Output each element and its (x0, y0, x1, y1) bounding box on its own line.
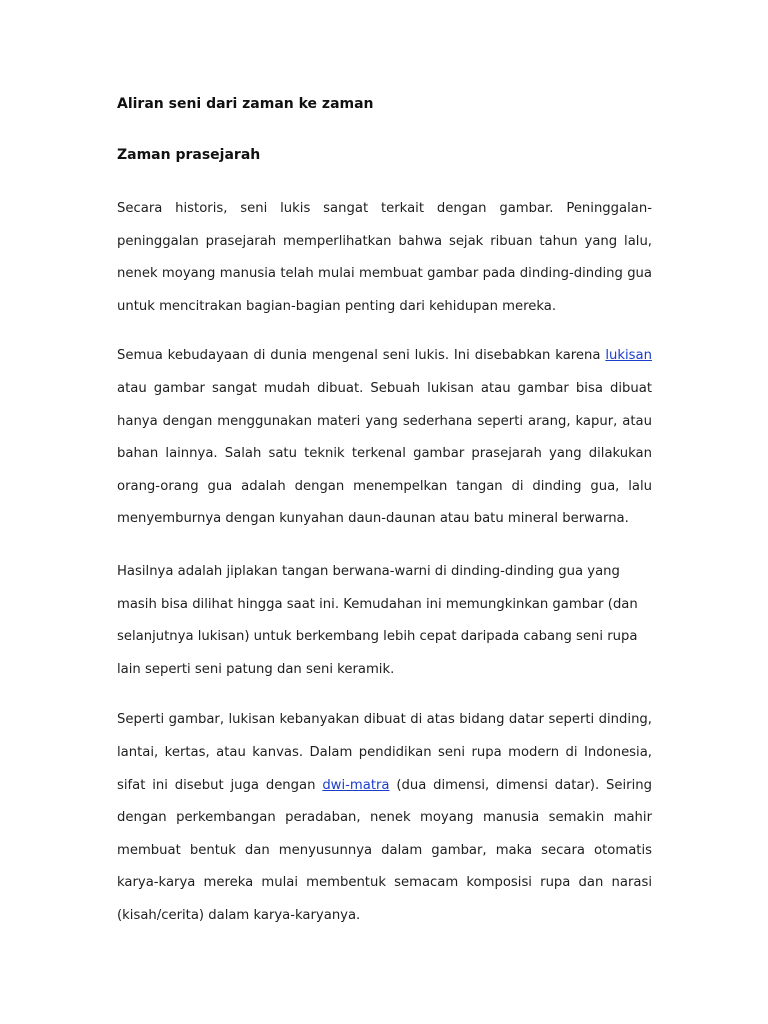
paragraph-2-text-after: atau gambar sangat mudah dibuat. Sebuah lukisan atau gambar bisa dibuat hanya dengan menggunakan materi yang sederhana seperti arang, kapur, atau bahan lainnya. Salah satu teknik terkenal gambar prasejarah yang dilakukan orang-orang gua adalah dengan menempelkan tangan di dinding gua, lalu menyemburnya dengan kunyahan daun-daunan atau batu mineral berwarna. (117, 380, 652, 527)
paragraph-1: Secara historis, seni lukis sangat terkait dengan gambar. Peninggalan-peninggalan prasejarah memperlihatkan bahwa sejak ribuan tahun yang lalu, nenek moyang manusia telah mulai membuat gambar pada dinding-dinding gua untuk mencitrakan bagian-bagian penting dari kehidupan mereka. (117, 201, 652, 314)
section-heading: Zaman prasejarah (117, 147, 261, 163)
link-lukisan[interactable]: lukisan (605, 348, 652, 364)
paragraph-4 (117, 704, 652, 932)
paragraph-2-text-before: Semua kebudayaan di dunia mengenal seni lukis. Ini disebabkan karena (117, 348, 606, 364)
link-dwi-matra[interactable]: dwi-matra (322, 777, 390, 793)
paragraph-4-text-before: Seperti gambar, lukisan kebanyakan dibuat di atas bidang datar seperti dinding, lantai, kertas, atau kanvas. Dalam pendidikan seni rupa modern di Indonesia, sifat ini disebut juga dengan (117, 712, 652, 793)
paragraph-4-text-after: (dua dimensi, dimensi datar). Seiring dengan perkembangan peradaban, nenek moyang manusia semakin mahir membuat bentuk dan menyusunnya dalam gambar, maka secara otomatis karya-karya mereka mulai membentuk semacam komposisi rupa dan narasi (kisah/cerita) dalam karya-karyanya. (117, 777, 652, 923)
paragraph-2 (117, 340, 652, 536)
paragraph-3: Hasilnya adalah jiplakan tangan berwana-warni di dinding-dinding gua yang masih bisa dilihat hingga saat ini. Kemudahan ini memungkinkan gambar (dan selanjutnya lukisan) untuk berkembang lebih cepat daripada cabang seni rupa lain seperti seni patung dan seni keramik. (117, 563, 638, 677)
document-page (117, 92, 652, 932)
document-title: Aliran seni dari zaman ke zaman (117, 96, 374, 112)
